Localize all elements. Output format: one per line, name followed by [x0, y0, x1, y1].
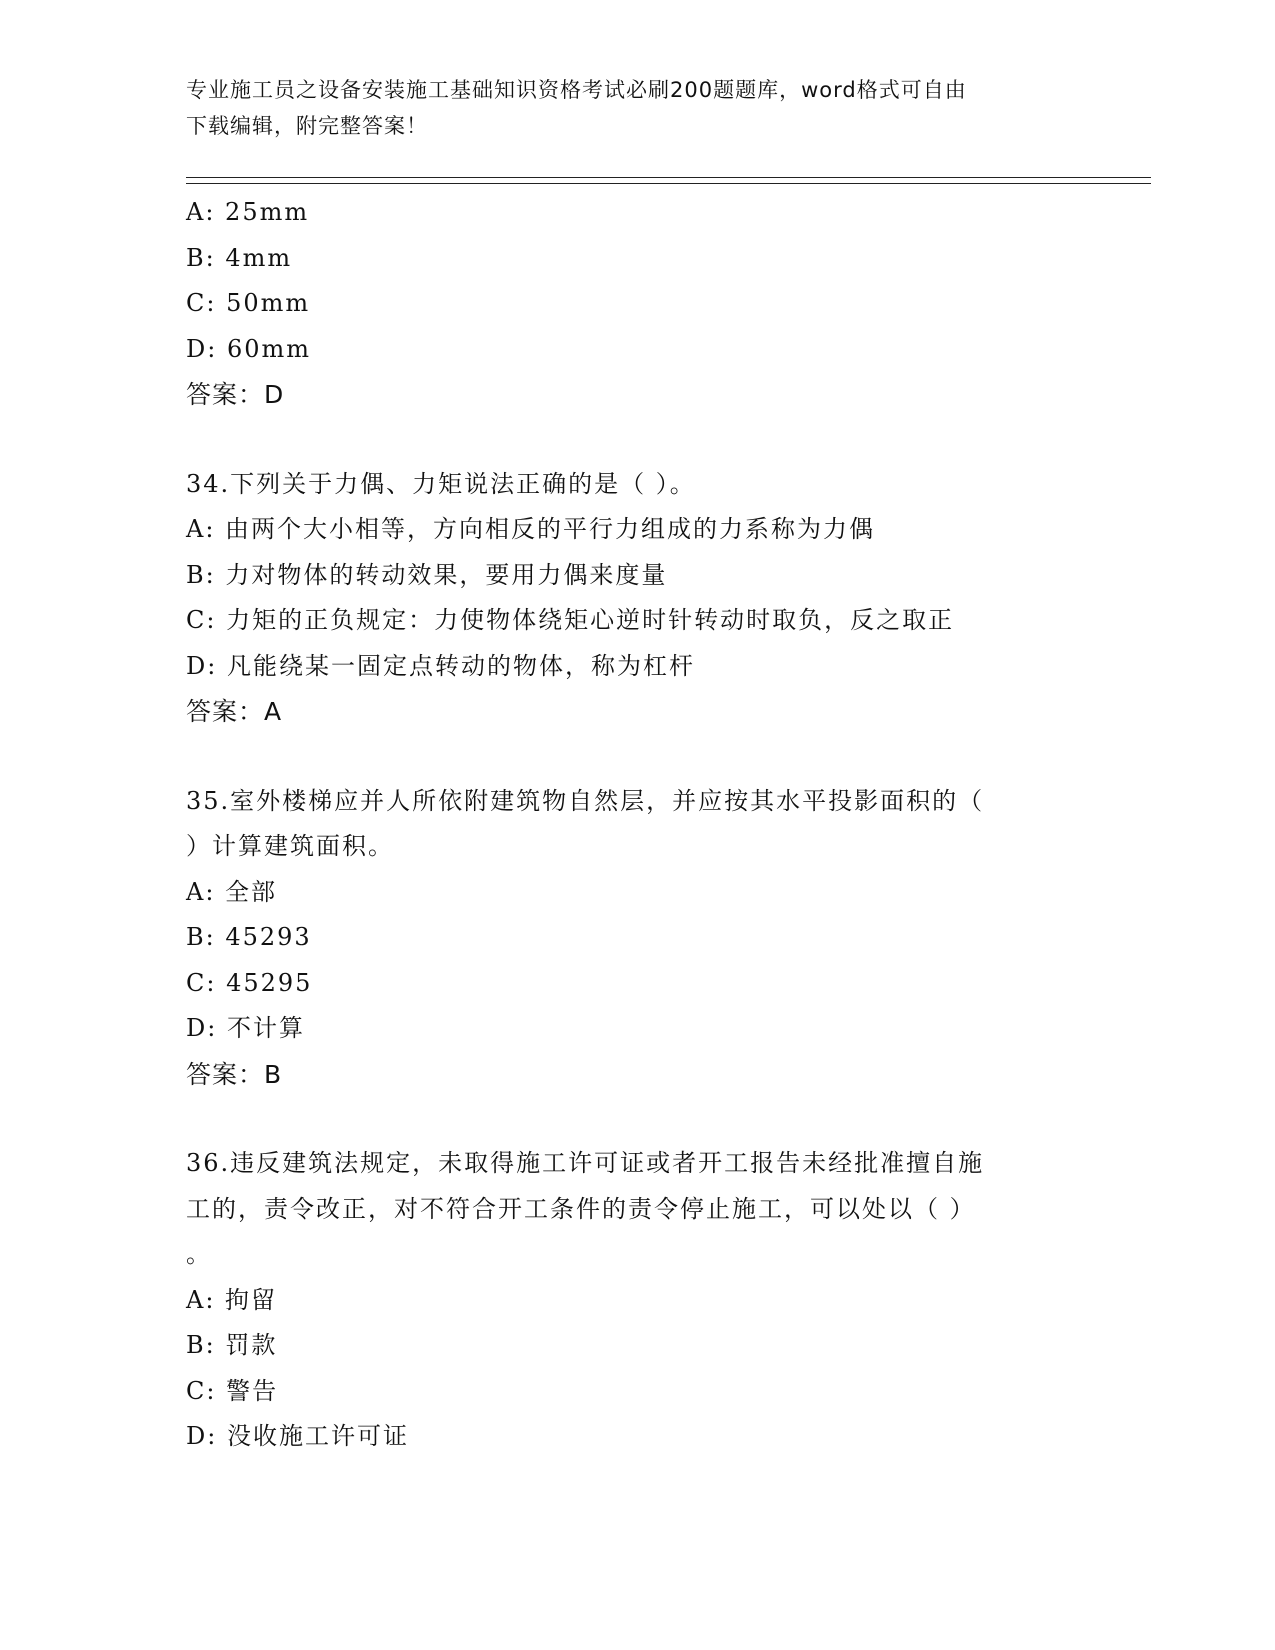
- option-c: C: 警告: [186, 1376, 279, 1405]
- question-text-line-3: 。: [186, 1240, 212, 1268]
- option-d: D: 没收施工许可证: [186, 1422, 409, 1450]
- spacer: [186, 1097, 1151, 1141]
- question-36-block: [186, 1141, 1151, 1460]
- question-text-line-1: 36.违反建筑法规定，未取得施工许可证或者开工报告未经批准擅自施: [186, 1149, 985, 1177]
- answer-label: 答案：B: [186, 1059, 283, 1089]
- option-b: B: 罚款: [186, 1331, 278, 1359]
- question-35-block: [186, 779, 1151, 1098]
- option-a: A: 25mm: [186, 198, 310, 226]
- option-a: A: 拘留: [186, 1285, 278, 1314]
- question-text-line-2: ）计算建筑面积。: [186, 832, 394, 860]
- question-text-line-1: 35.室外楼梯应并人所依附建筑物自然层，并应按其水平投影面积的（: [186, 786, 985, 815]
- question-34-block: [186, 462, 1151, 735]
- option-d: D: 凡能绕某一固定点转动的物体，称为杠杆: [186, 651, 695, 680]
- option-c: C: 力矩的正负规定：力使物体绕矩心逆时针转动时取负，反之取正: [186, 606, 955, 634]
- question-text: 34.下列关于力偶、力矩说法正确的是（ ）。: [186, 469, 696, 498]
- option-b: B: 力对物体的转动效果，要用力偶来度量: [186, 560, 668, 589]
- option-d: D: 不计算: [186, 1014, 305, 1042]
- answer-label: 答案：D: [186, 380, 285, 409]
- question-33-block: [186, 190, 1151, 418]
- answer-label: 答案：A: [186, 697, 283, 726]
- option-b: B: 45293: [186, 923, 312, 951]
- spacer: [186, 418, 1151, 462]
- option-c: C: 50mm: [186, 289, 311, 317]
- option-a: A: 由两个大小相等，方向相反的平行力组成的力系称为力偶: [186, 515, 876, 543]
- option-c: C: 45295: [186, 968, 313, 997]
- header-divider: [186, 177, 1151, 184]
- option-a: A: 全部: [186, 877, 278, 906]
- document-header: [186, 72, 1066, 144]
- spacer: [186, 735, 1151, 779]
- question-text-line-2: 工的，责令改正，对不符合开工条件的责令停止施工，可以处以（ ）: [186, 1194, 976, 1223]
- header-line-2: 下载编辑，附完整答案！: [186, 114, 428, 138]
- option-b: B: 4mm: [186, 243, 293, 272]
- question-list: [186, 190, 1151, 1460]
- option-d: D: 60mm: [186, 334, 312, 363]
- header-line-1: 专业施工员之设备安装施工基础知识资格考试必刷200题题库，word格式可自由: [186, 78, 967, 102]
